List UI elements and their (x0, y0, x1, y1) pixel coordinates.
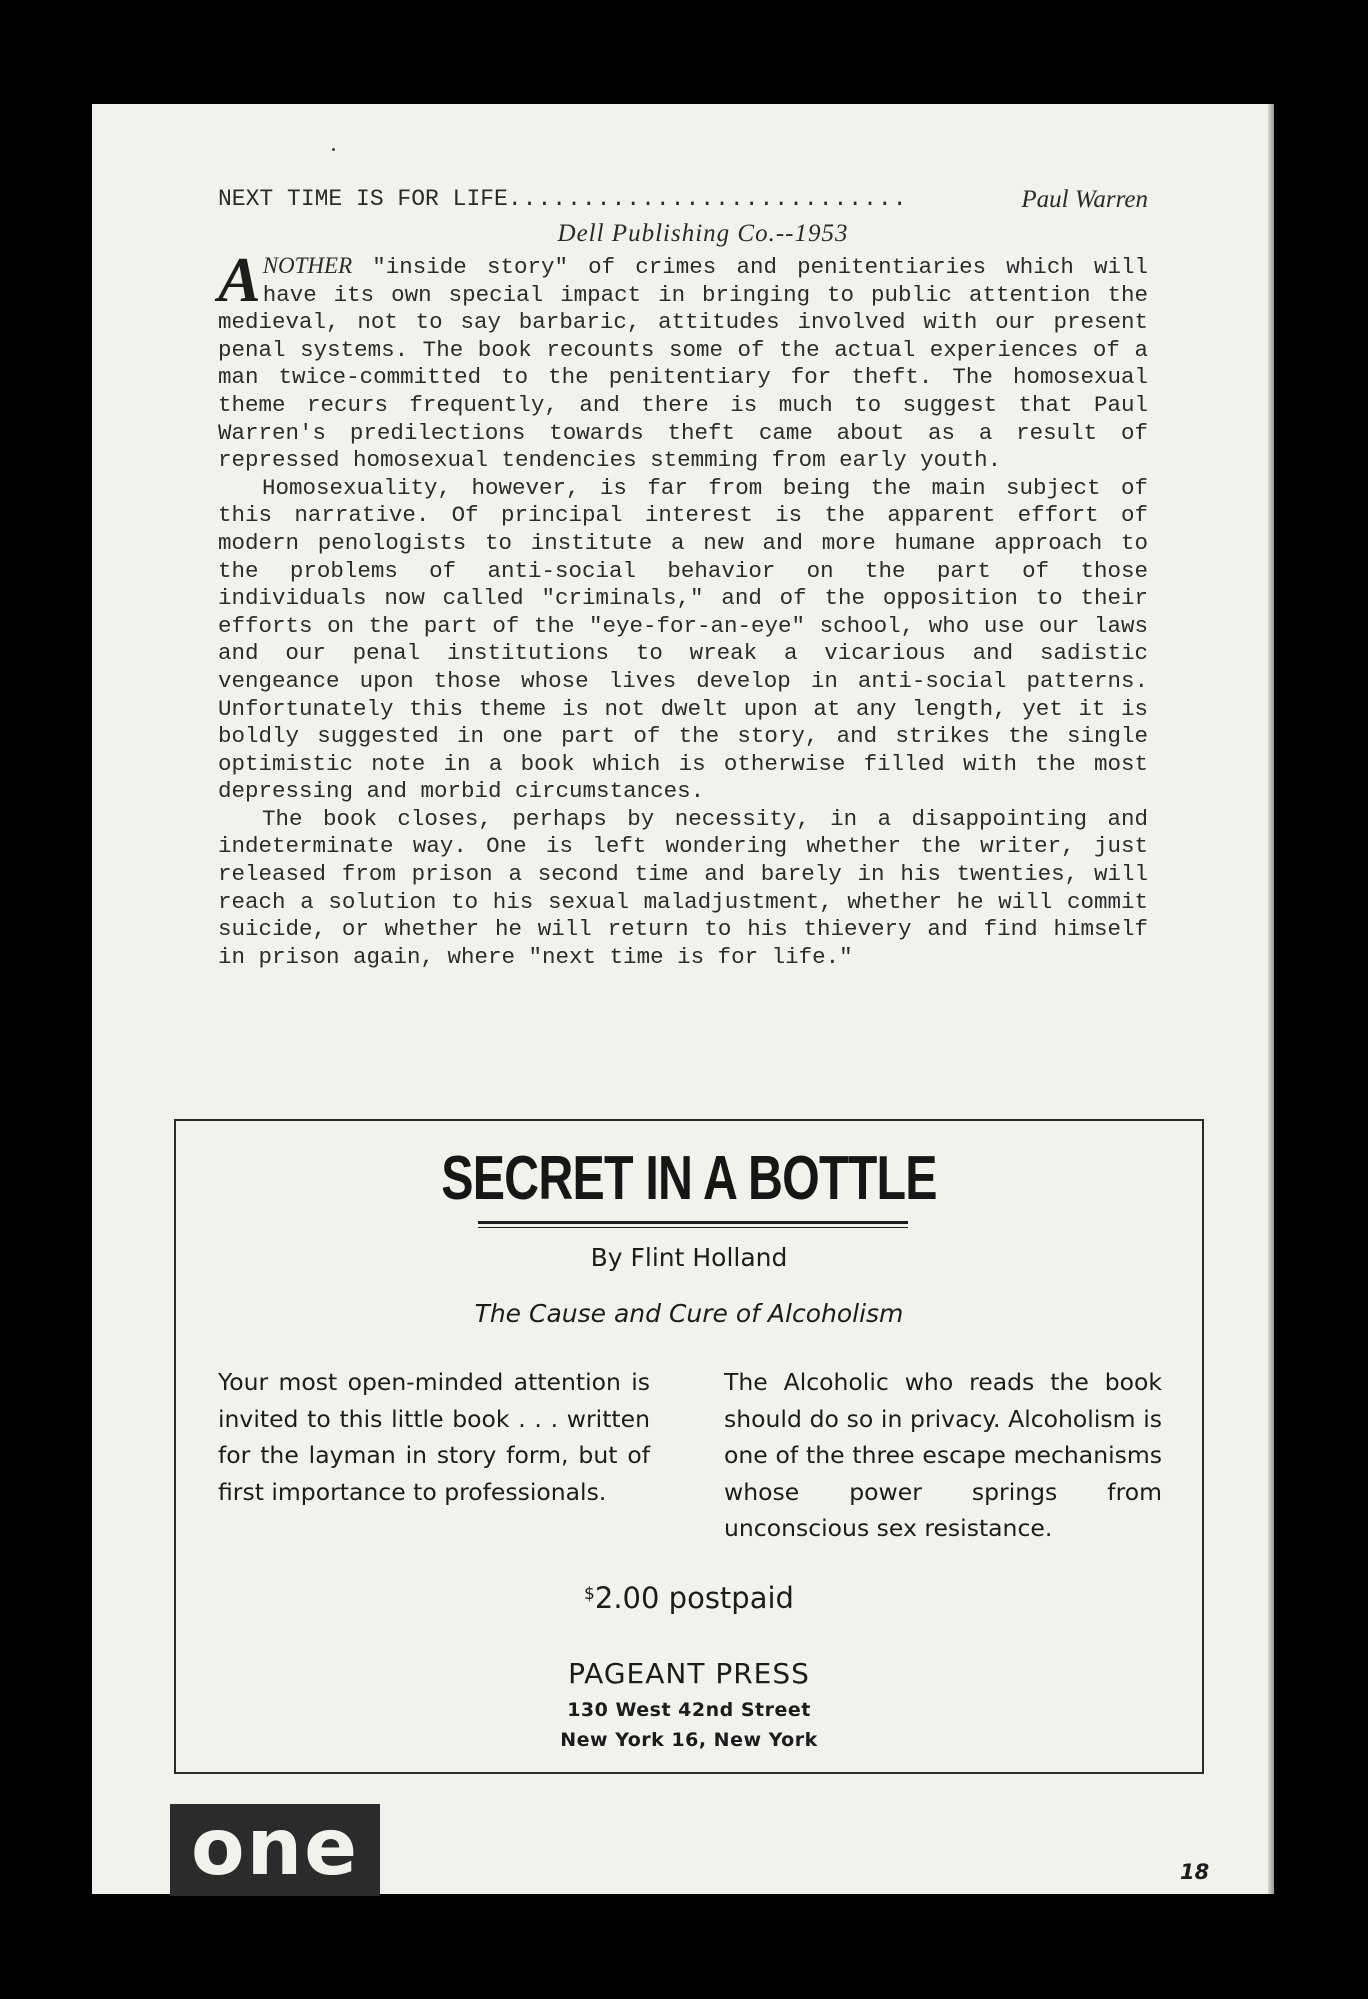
lead-word: NOTHER (262, 253, 353, 278)
review-paragraph: Homosexuality, however, is far from being the main subject of this narrative. Of principal interest is the apparent effort of modern penologists to institute a new and more humane approach to the problems of anti-social behavior on the part of those individuals now called "criminals," and of the opposition to their efforts on the part of the "eye-for-an-eye" school, who use our laws and our penal institutions to wreak a vicarious and sadistic vengeance upon those whose lives develop in anti-social patterns. Unfortunately this theme is not dwelt upon at any length, yet it is boldly suggested in one part of the story, and strikes the single optimistic note in a book which is otherwise filled with the most depressing and morbid circumstances. (218, 474, 1148, 805)
page-edge-shadow (1268, 104, 1274, 1894)
review-author: Paul Warren (1021, 186, 1148, 213)
title-rule-thin (478, 1227, 908, 1228)
title-rule (478, 1221, 908, 1224)
ad-price (176, 1581, 1202, 1615)
ad-left-column: Your most open-minded attention is invited to this little book . . . written for the layman in story form, but of first importance to professionals. (218, 1368, 650, 1506)
advertisement-box (174, 1119, 1204, 1774)
price-text: 2.00 postpaid (594, 1581, 794, 1615)
ad-byline: By Flint Holland (590, 1243, 788, 1272)
stray-mark (332, 148, 335, 151)
leader-dots: ........................... (507, 186, 908, 212)
drop-cap: A (218, 244, 261, 315)
magazine-logo: one (170, 1804, 380, 1896)
ad-subtitle: The Cause and Cure of Alcoholism (474, 1299, 904, 1328)
ad-title: SECRET IN A BOTTLE (441, 1144, 937, 1213)
review-paragraph (218, 244, 1148, 475)
ad-address-line: 130 West 42nd Street (567, 1699, 811, 1721)
ad-publisher: PAGEANT PRESS (568, 1657, 810, 1690)
ad-right-column: The Alcoholic who reads the book should do so in privacy. Alcoholism is one of the three escape mechanisms whose power springs from unconscious sex resistance. (724, 1368, 1162, 1542)
magazine-page (92, 104, 1272, 1894)
review-header (218, 186, 1148, 214)
review-publisher: Dell Publishing Co.--1953 (557, 220, 849, 247)
paragraph-text: "inside story" of crimes and penitentiaries which will have its own special impact in bringing to public attention the medieval, not to say barbaric, attitudes involved with our present penal systems. The book recounts some of the actual experiences of a man twice-committed to the penitentiary for theft. The homosexual theme recurs frequently, and there is much to suggest that Paul Warren's predilections towards theft came about as a result of repressed homosexual tendencies stemming from early youth. (218, 254, 1148, 474)
price-symbol: $ (584, 1584, 595, 1604)
review-paragraph: The book closes, perhaps by necessity, in a disappointing and indeterminate way. One is left wondering whether the writer, just released from prison a second time and barely in his twenties, will reach a solution to his sexual maladjustment, whether he will commit suicide, or whether he will return to his thievery and find himself in prison again, where "next time is for life." (218, 805, 1148, 970)
ad-address-line: New York 16, New York (560, 1729, 818, 1751)
book-review (218, 186, 1148, 971)
review-book-title: NEXT TIME IS FOR LIFE (218, 186, 508, 212)
review-body (218, 244, 1148, 971)
page-number: 18 (1180, 1860, 1210, 1884)
